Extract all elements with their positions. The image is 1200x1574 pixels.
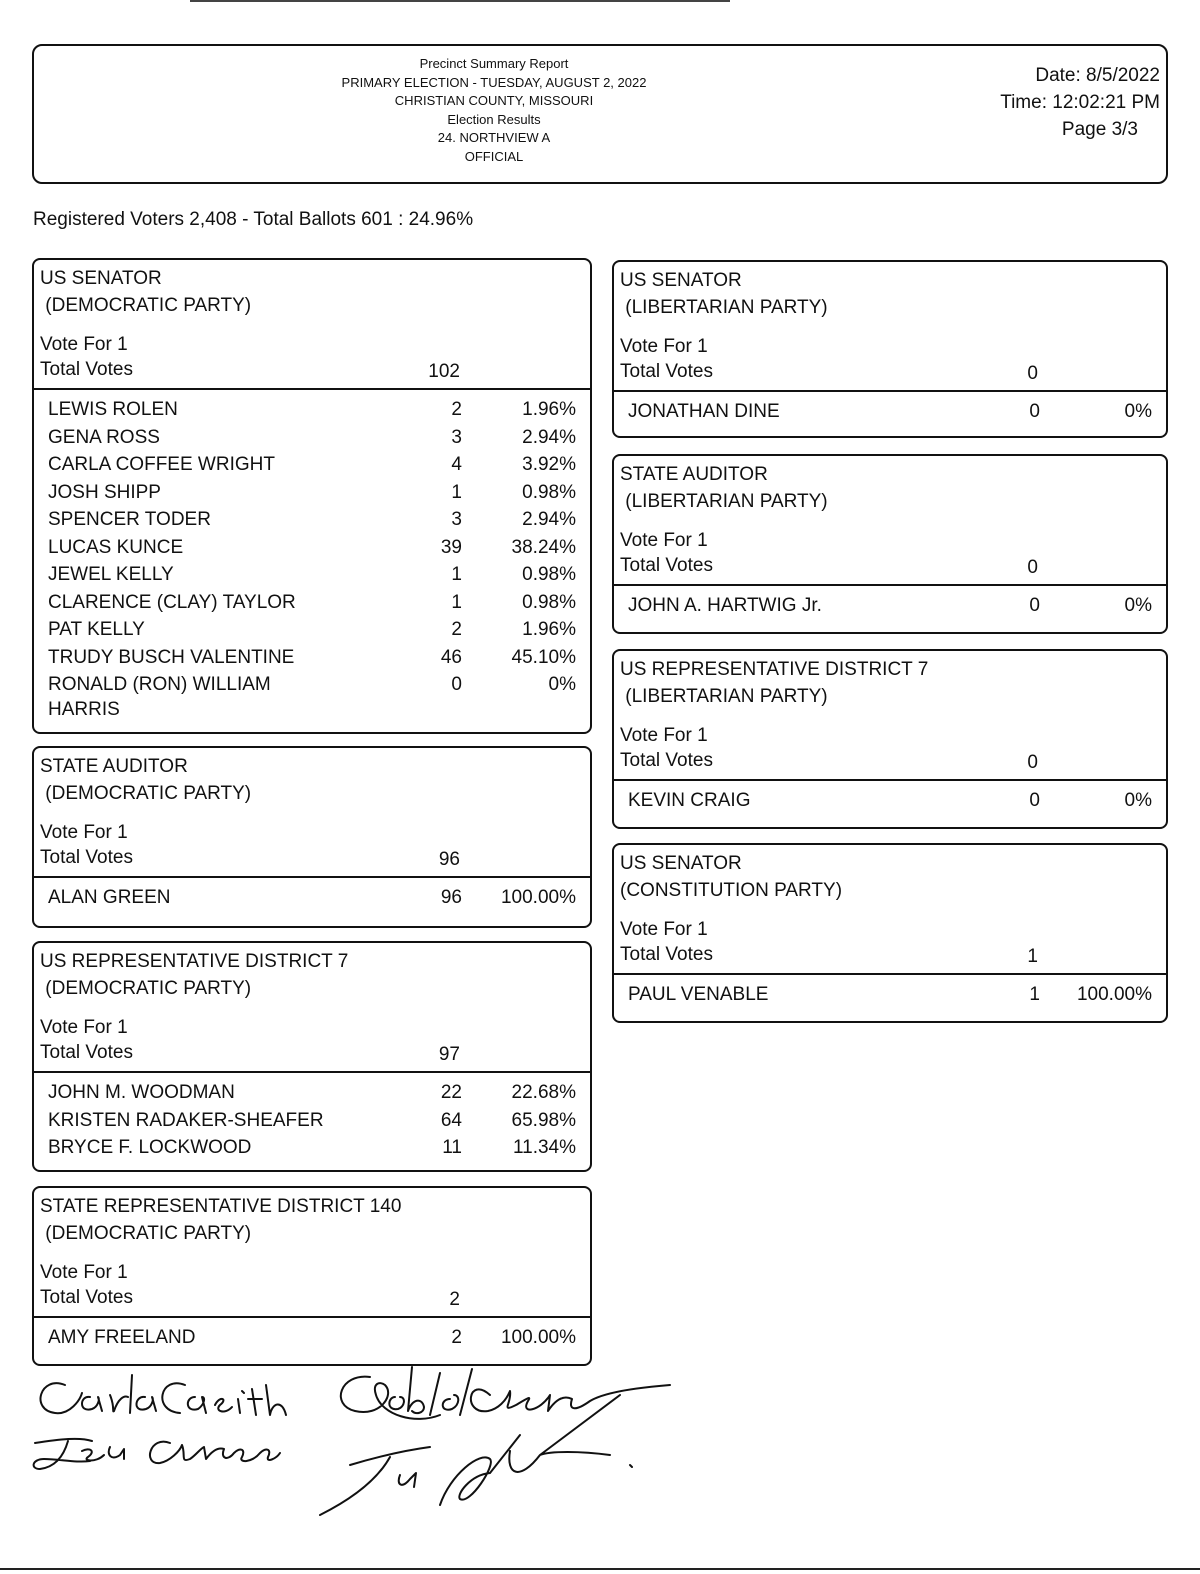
candidate-name: CARLA COFFEE WRIGHT — [48, 454, 275, 475]
candidate-name: JONATHAN DINE — [628, 401, 780, 422]
candidate-row — [34, 425, 590, 453]
header-divider — [34, 1316, 590, 1318]
candidate-row — [34, 480, 590, 508]
candidate-percent: 3.92% — [522, 454, 576, 475]
office-name: STATE AUDITOR — [620, 464, 768, 485]
header-divider — [34, 876, 590, 878]
candidate-votes: 1 — [451, 481, 462, 503]
candidate-percent: 22.68% — [511, 1082, 576, 1103]
candidate-row — [34, 452, 590, 480]
candidate-name: JEWEL KELLY — [48, 564, 174, 585]
bottom-scan-line — [0, 1568, 1200, 1570]
candidate-row — [614, 399, 1166, 427]
candidate-name: BRYCE F. LOCKWOOD — [48, 1137, 252, 1158]
candidate-list — [34, 1080, 590, 1163]
candidate-percent: 38.24% — [511, 536, 576, 558]
race-title — [40, 753, 251, 807]
candidate-row — [34, 590, 590, 618]
candidate-name: LUCAS KUNCE — [48, 536, 184, 558]
candidate-name: SPENCER TODER — [48, 509, 211, 530]
office-name: STATE AUDITOR — [40, 756, 188, 777]
candidate-votes: 64 — [440, 1109, 462, 1131]
total-votes-label: Total Votes — [620, 944, 713, 965]
candidate-votes: 2 — [451, 399, 462, 420]
candidate-row — [34, 1325, 590, 1353]
candidate-votes: 1 — [1029, 984, 1040, 1005]
header-divider — [614, 390, 1166, 392]
candidate-name: JOSH SHIPP — [48, 481, 161, 503]
party-name: (CONSTITUTION PARTY) — [620, 880, 843, 901]
candidate-row — [34, 535, 590, 563]
office-name: STATE REPRESENTATIVE DISTRICT 140 — [40, 1196, 402, 1217]
candidate-percent: 0% — [548, 674, 576, 695]
report-header — [32, 44, 1168, 184]
candidate-list — [614, 788, 1166, 816]
top-scan-line — [190, 0, 730, 2]
header-divider — [614, 584, 1166, 586]
total-votes-label: Total Votes — [40, 1287, 133, 1308]
race-title — [620, 461, 828, 515]
candidate-name: RONALD (RON) WILLIAM HARRIS — [48, 674, 271, 720]
candidate-list — [614, 982, 1166, 1010]
candidate-name: TRUDY BUSCH VALENTINE — [48, 646, 295, 668]
candidate-percent: 0.98% — [522, 591, 576, 613]
candidate-name: JOHN A. HARTWIG Jr. — [628, 595, 822, 616]
candidate-list — [614, 593, 1166, 621]
race-box — [32, 941, 592, 1172]
candidate-row — [34, 1135, 590, 1163]
report-title: Precinct Summary Report — [419, 56, 569, 71]
header-divider — [614, 779, 1166, 781]
candidate-percent: 0.98% — [522, 564, 576, 585]
header-divider — [614, 973, 1166, 975]
race-box — [612, 260, 1168, 438]
vote-for-label: Vote For 1 — [40, 1017, 128, 1038]
vote-for-label: Vote For 1 — [620, 919, 708, 940]
candidate-percent: 45.10% — [511, 646, 576, 668]
candidate-percent: 11.34% — [512, 1137, 576, 1158]
candidate-votes: 39 — [440, 536, 462, 558]
total-votes-value: 96 — [438, 849, 460, 870]
candidate-percent: 0% — [1124, 790, 1152, 811]
header-divider — [34, 388, 590, 390]
candidate-percent: 1.96% — [522, 399, 576, 420]
registered-voters-summary: Registered Voters 2,408 - Total Ballots 601 : 24.96% — [33, 209, 474, 230]
candidate-row — [614, 593, 1166, 621]
candidate-name: JOHN M. WOODMAN — [48, 1082, 235, 1103]
county-name: CHRISTIAN COUNTY, MISSOURI — [394, 93, 594, 108]
race-box — [612, 649, 1168, 829]
candidate-row — [34, 1080, 590, 1108]
total-votes-label: Total Votes — [620, 750, 713, 771]
candidate-name: CLARENCE (CLAY) TAYLOR — [48, 591, 296, 613]
candidate-votes: 96 — [440, 887, 462, 908]
candidate-row — [34, 645, 590, 673]
party-name: (LIBERTARIAN PARTY) — [620, 686, 828, 707]
report-time: Time: 12:02:21 PM — [1000, 92, 1160, 113]
race-title — [620, 850, 842, 904]
total-votes-value: 97 — [438, 1044, 460, 1065]
candidate-name: ALAN GREEN — [48, 887, 171, 908]
candidate-votes: 3 — [451, 426, 462, 448]
candidate-name: AMY FREELAND — [48, 1327, 196, 1348]
official-label: OFFICIAL — [464, 148, 524, 164]
vote-for-label: Vote For 1 — [620, 725, 708, 746]
candidate-list — [34, 1325, 590, 1353]
candidate-name: PAUL VENABLE — [628, 984, 769, 1005]
total-votes-label: Total Votes — [40, 847, 133, 868]
candidate-row — [34, 397, 590, 425]
signature-lisa — [34, 1439, 280, 1469]
signatures — [20, 1355, 720, 1525]
race-box — [32, 258, 592, 734]
race-title — [40, 948, 348, 1002]
results-label: Election Results — [447, 111, 541, 127]
candidate-percent: 1.96% — [522, 619, 576, 640]
race-box — [32, 746, 592, 928]
party-name: (DEMOCRATIC PARTY) — [40, 295, 252, 316]
candidate-percent: 0% — [1124, 401, 1152, 422]
vote-for-label: Vote For 1 — [620, 336, 708, 357]
office-name: US REPRESENTATIVE DISTRICT 7 — [40, 951, 349, 972]
candidate-percent: 100.00% — [500, 887, 576, 908]
candidate-percent: 100.00% — [1076, 984, 1152, 1005]
candidate-votes: 1 — [451, 564, 462, 585]
candidate-percent: 2.94% — [522, 426, 576, 448]
report-date: Date: 8/5/2022 — [1035, 65, 1160, 86]
candidate-list — [34, 885, 590, 913]
candidate-percent: 65.98% — [511, 1109, 576, 1131]
candidate-row — [614, 982, 1166, 1010]
total-votes-label: Total Votes — [40, 359, 133, 380]
candidate-row — [34, 672, 590, 724]
candidate-percent: 0% — [1124, 595, 1152, 616]
page-number: Page 3/3 — [1061, 119, 1138, 140]
candidate-row — [34, 1108, 590, 1136]
candidate-percent: 100.00% — [500, 1327, 576, 1348]
candidate-votes: 22 — [440, 1082, 462, 1103]
election-name: PRIMARY ELECTION - TUESDAY, AUGUST 2, 2022 — [341, 74, 647, 90]
total-votes-value: 1 — [1027, 946, 1038, 967]
total-votes-value: 0 — [1027, 557, 1038, 578]
vote-for-label: Vote For 1 — [40, 822, 128, 843]
total-votes-label: Total Votes — [40, 1042, 133, 1063]
candidate-votes: 0 — [451, 674, 462, 695]
race-title — [40, 1193, 401, 1247]
candidate-votes: 1 — [451, 591, 462, 613]
office-name: US REPRESENTATIVE DISTRICT 7 — [620, 659, 929, 680]
race-box — [612, 454, 1168, 634]
candidate-votes: 2 — [451, 619, 462, 640]
candidate-percent: 2.94% — [522, 509, 576, 530]
race-title — [620, 267, 828, 321]
race-box — [612, 843, 1168, 1023]
total-votes-value: 102 — [428, 361, 460, 382]
candidate-votes: 2 — [451, 1327, 462, 1348]
candidate-votes: 3 — [451, 509, 462, 530]
total-votes-value: 0 — [1027, 363, 1038, 384]
report-meta — [1000, 62, 1160, 143]
signature-robert — [341, 1367, 670, 1419]
candidate-list — [614, 399, 1166, 427]
candidate-votes: 11 — [442, 1137, 462, 1158]
total-votes-label: Total Votes — [620, 555, 713, 576]
candidate-votes: 0 — [1029, 790, 1040, 811]
race-box — [32, 1186, 592, 1366]
candidate-votes: 4 — [451, 454, 462, 475]
race-title — [40, 265, 251, 319]
vote-for-label: Vote For 1 — [620, 530, 708, 551]
office-name: US SENATOR — [620, 853, 742, 874]
race-title — [620, 656, 928, 710]
party-name: (DEMOCRATIC PARTY) — [40, 783, 252, 804]
total-votes-value: 2 — [449, 1289, 460, 1310]
candidate-row — [34, 885, 590, 913]
candidate-name: PAT KELLY — [48, 619, 145, 640]
candidate-name: GENA ROSS — [48, 426, 160, 448]
candidate-votes: 46 — [440, 646, 462, 668]
total-votes-label: Total Votes — [620, 361, 713, 382]
candidate-votes: 0 — [1029, 401, 1040, 422]
party-name: (DEMOCRATIC PARTY) — [40, 978, 252, 999]
signature-carla — [41, 1375, 286, 1415]
candidate-name: KRISTEN RADAKER-SHEAFER — [48, 1109, 324, 1131]
party-name: (DEMOCRATIC PARTY) — [40, 1223, 252, 1244]
candidate-row — [34, 562, 590, 590]
vote-for-label: Vote For 1 — [40, 1262, 128, 1283]
candidate-name: KEVIN CRAIG — [628, 790, 751, 811]
precinct-name: 24. NORTHVIEW A — [437, 130, 551, 145]
signature-fourth — [320, 1395, 632, 1515]
header-divider — [34, 1071, 590, 1073]
candidate-row — [614, 788, 1166, 816]
candidate-list — [34, 397, 590, 724]
candidate-votes: 0 — [1029, 595, 1040, 616]
total-votes-value: 0 — [1027, 752, 1038, 773]
candidate-row — [34, 507, 590, 535]
candidate-name: LEWIS ROLEN — [48, 399, 178, 420]
report-title-block — [294, 55, 694, 166]
candidate-percent: 0.98% — [522, 481, 576, 503]
party-name: (LIBERTARIAN PARTY) — [620, 297, 828, 318]
office-name: US SENATOR — [620, 270, 742, 291]
vote-for-label: Vote For 1 — [40, 334, 128, 355]
party-name: (LIBERTARIAN PARTY) — [620, 491, 828, 512]
office-name: US SENATOR — [40, 268, 162, 289]
candidate-row — [34, 617, 590, 645]
